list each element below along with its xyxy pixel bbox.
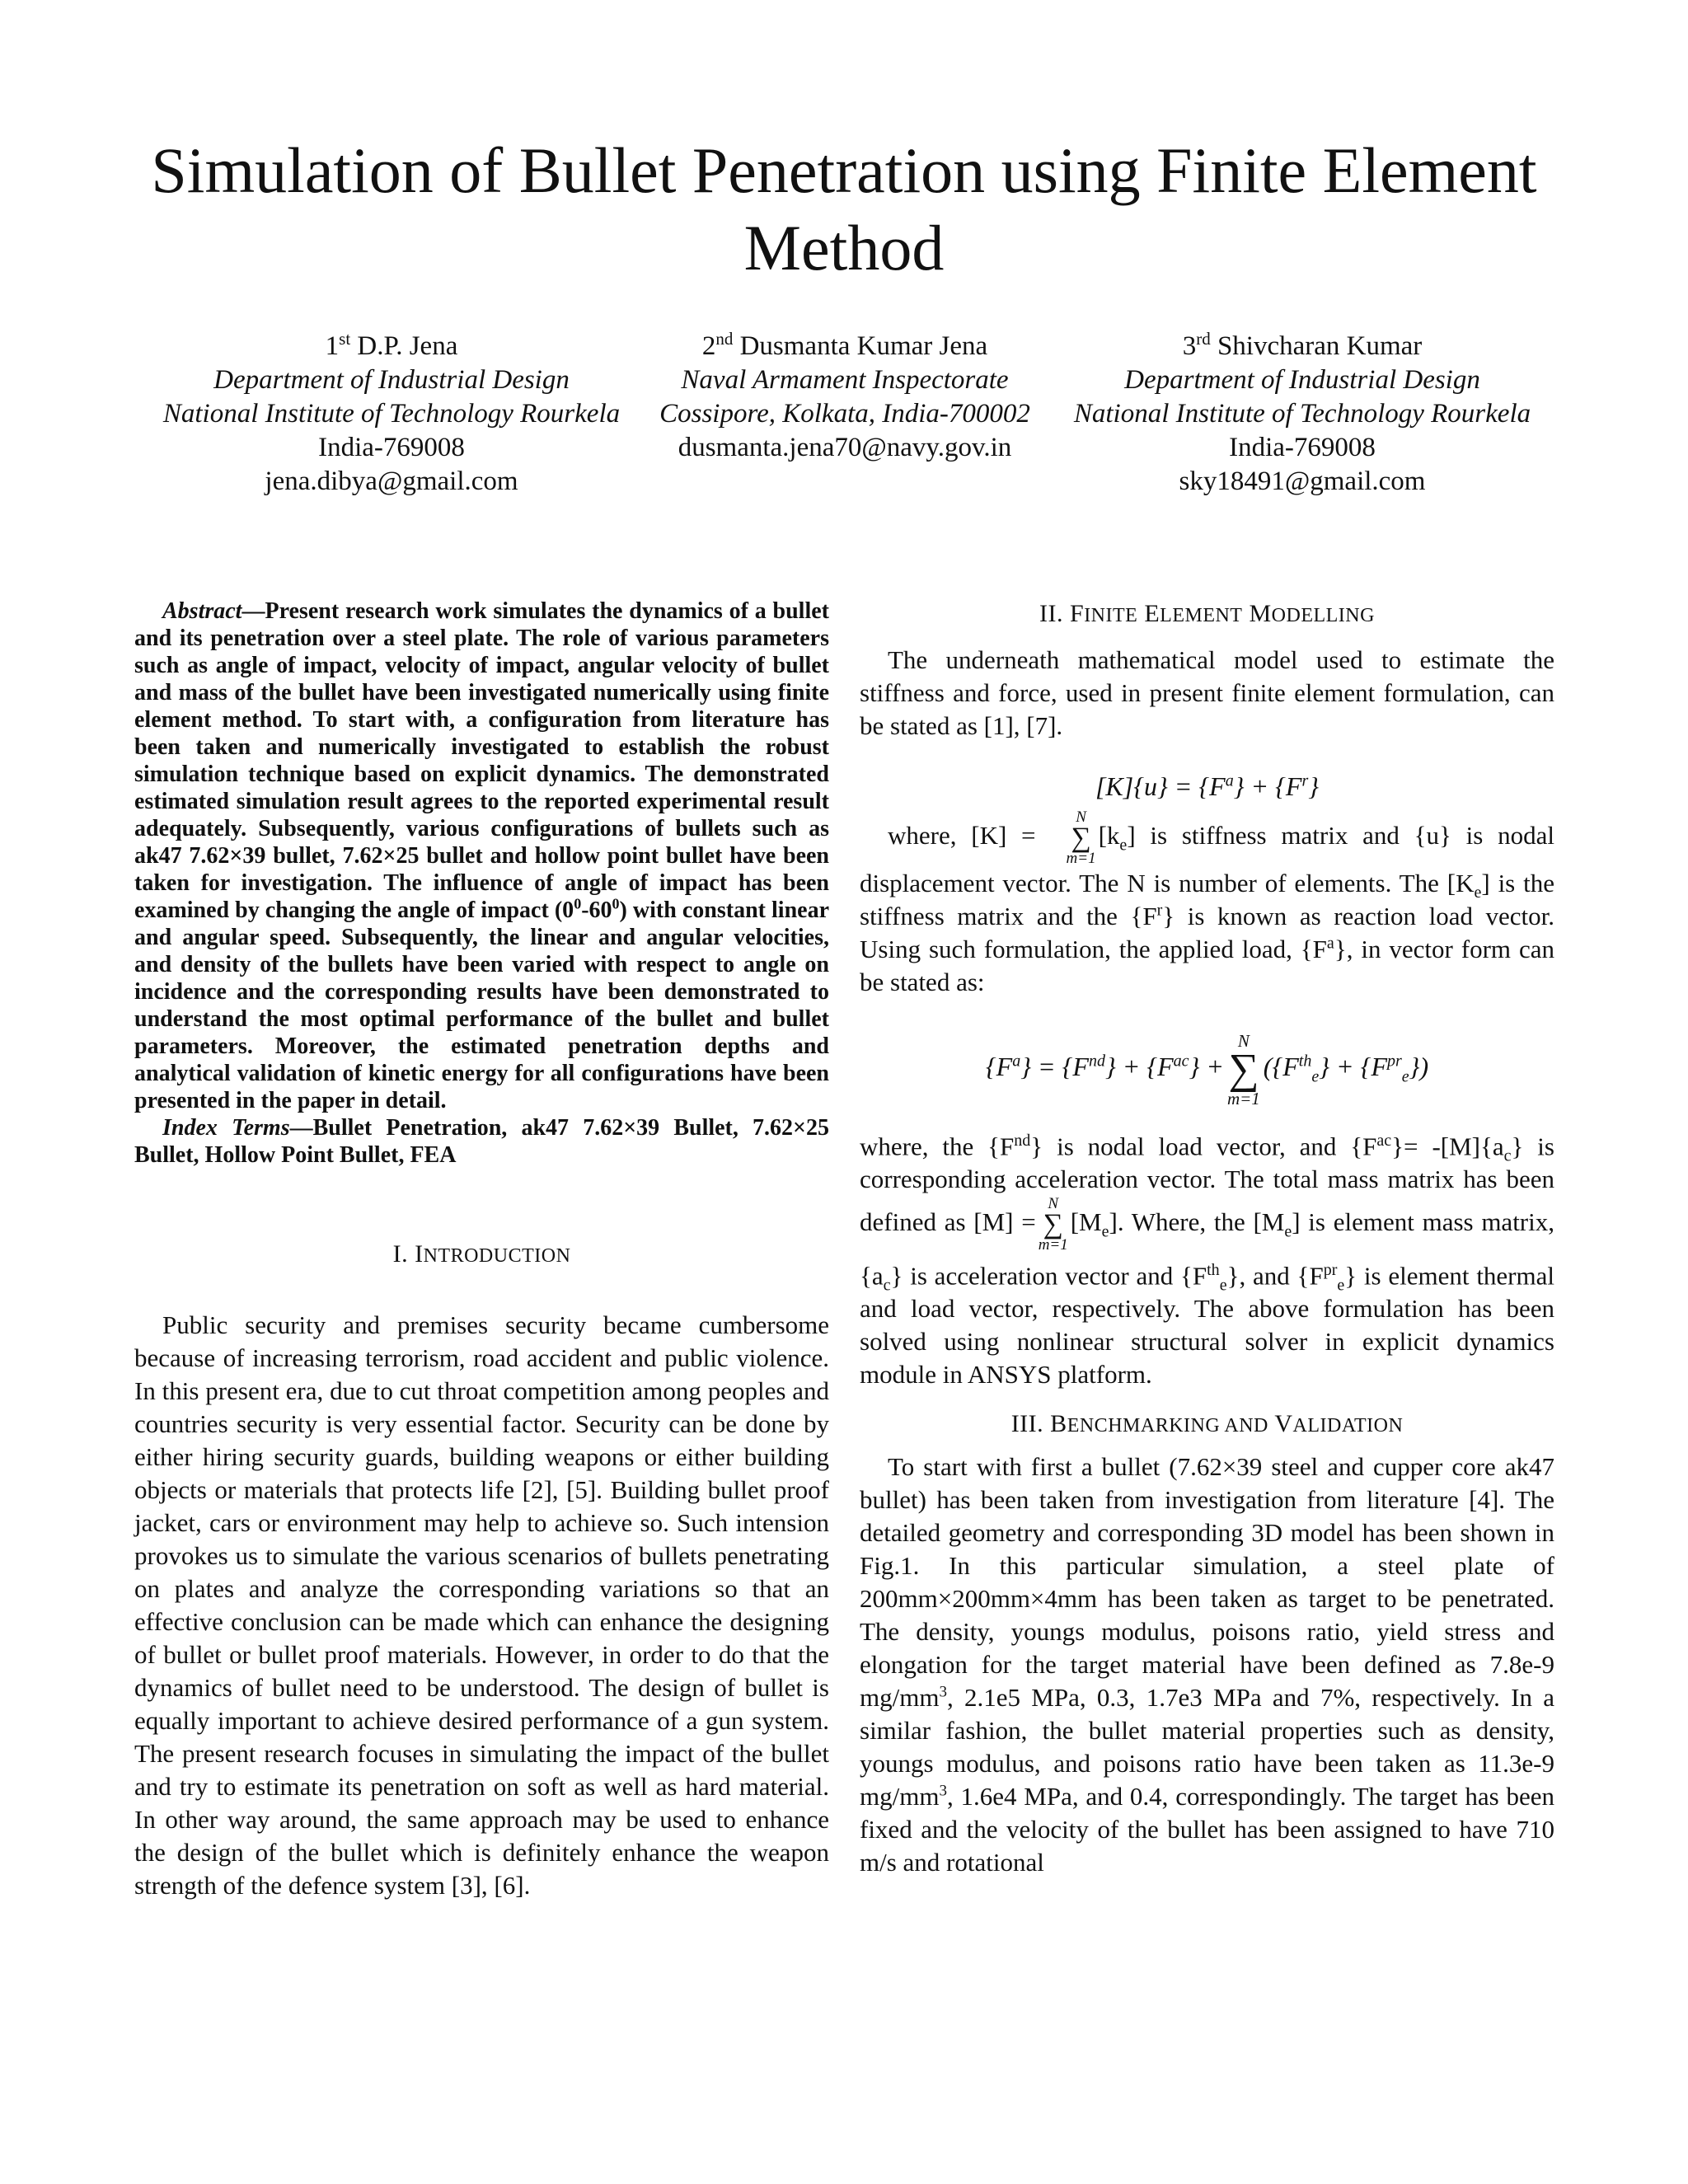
author-email: jena.dibya@gmail.com [265,466,518,496]
abstract: Abstract—Present research work simulates the dynamics of a bullet and its penetration over a steel plate. The role of various parameters such as angle of impact, velocity of impact, angular velocity of bullet and mass of the bullet have been investigated numerically using finite element method. To start with, a configuration from literature has been taken and numerically investigated to establish the robust simulation technique based on explicit dynamics. The demonstrated estimated simulation result agrees to the reported experimental result adequately. Subsequently, various configurations of bullets such as ak47 7.62×39 bullet, 7.62×25 bullet and hollow point bullet have been taken for investigation. The influence of angle of impact has been examined by changing the angle of impact $(0^0-60^0)$ with constant linear and angular speed. Subsequently, the linear and angular velocities, and density of the bullets have been varied with respect to angle on incidence and the corresponding results have been demonstrated to understand the most optimal performance of the bullet and bullet parameters. Moreover, the estimated penetration depths and analytical validation of kinetic energy for all configurations have been presented in the paper in detail. [134,598,830,1113]
fem-paragraph-1: The underneath mathematical model used to estimate the stiffness and force, used in present finite element formulation, can be stated as [1], [7]. [860,645,1554,740]
fem-paragraph-2: where, [K] = N ∑ m=1 $[k_e]$ is stiffness matrix and {u} is nodal displacement vector. The N is number of elements. The $[K_e]$ is the stiffness matrix and the $\{F^r\}$ is known as reaction load vector. Using such formulation, the applied load, $\{F^a\}$, in vector form can be stated as: [860,808,1554,996]
summation-symbol: N ∑ m=1 [1066,808,1096,867]
author-block-2 [647,330,1043,465]
summation-symbol: N ∑ m=1 [1226,1030,1260,1108]
author-department: Naval Armament Inspectorate [681,365,1009,395]
section-heading-benchmarking: III. BENCHMARKING AND VALIDATION [1010,1410,1404,1438]
index-terms: Index Terms—Bullet Penetration, ak47 7.62×39 Bullet, 7.62×25 Bullet, Hollow Point Bullet, FEA [134,1115,830,1168]
author-place: India-769008 [318,433,465,462]
author-name: 3rd Shivcharan Kumar [1182,329,1423,361]
introduction-paragraph: Public security and premises security became cumbersome because of increasing terrorism, road accident and public violence. In this present era, due to cut throat competition among peoples and countries security is very essential factor. Security can be done by either hiring security guards, building weapons or either building objects or materials that protects life [2], [5]. Building bullet proof jacket, cars or environment may help to achieve so. Such intension provokes us to simulate the various scenarios of bullets penetrating on plates and analyze the corresponding variations so that an effective conclusion can be made which can enhance the designing of bullet or bullet proof materials. However, in order to do that the dynamics of bullet need to be understood. The design of bullet is equally important to achieve desired performance of a gun system. The present research focuses in simulating the impact of the bullet and try to estimate its penetration on soft as well as hard material. In other way around, the same approach may be used to enhance the design of the bullet which is definitely enhance the weapon strength of the defence system [3], [6]. [134,1310,829,1900]
section-heading-introduction: I. INTRODUCTION [392,1240,571,1268]
author-name: 2nd Dusmanta Kumar Jena [701,329,988,361]
benchmarking-paragraph: To start with first a bullet (7.62×39 steel and cupper core ak47 bullet) has been taken from investigation from literature [4]. The detailed geometry and corresponding 3D model has been shown in Fig.1. In this particular simulation, a steel plate of 200mm×200mm×4mm has been taken as target to be penetrated. The density, youngs modulus, poisons ratio, yield stress and elongation for the target material have been defined as 7.8e-9 $mg/mm^3$, 2.1e5 MPa, 0.3, 1.7e3 MPa and 7%, respectively. In a similar fashion, the bullet material properties such as density, youngs modulus, and poisons ratio have been taken as 11.3e-9 $mg/mm^3$, 1.6e4 MPa, and 0.4, correspondingly. The target has been fixed and the velocity of the bullet has been assigned to have 710 m/s and rotational [860,1452,1554,1877]
author-institute: Cossipore, Kolkata, India-700002 [659,399,1030,429]
author-block-1 [152,330,631,499]
fem-paragraph-3: where, the $\{F^{nd}\}$ is nodal load vector, and $\{F^{ac}\}= -[M]\{a_c\}$ is corresponding acceleration vector. The total mass matrix has been defined as [M] = N ∑ m=1 $[M_e]$. Where, the $[M_e]$ is element mass matrix, $\{a_c\}$ is acceleration vector and $\{F^{th}_e\}$, and $\{F^{pr}_e\}$ is element thermal and load vector, respectively. The above formulation has been solved using nonlinear structural solver in explicit dynamics module in ANSYS platform. [860,1131,1554,1390]
right-column [860,598,1554,1879]
author-institute: National Institute of Technology Rourkela [162,399,621,429]
author-email: dusmanta.jena70@navy.gov.in [678,433,1012,462]
author-name: 1st D.P. Jena [325,329,458,361]
summation-symbol: N ∑ m=1 [1038,1194,1068,1254]
author-department: Department of Industrial Design [1124,365,1480,395]
author-department: Department of Industrial Design [213,365,570,395]
author-place: India-769008 [1229,433,1376,462]
left-column [134,598,829,1902]
section-heading-fem: II. FINITE ELEMENT MODELLING [1039,600,1375,627]
equation-2: $\{F^a\} = \{F^{nd}\} + \{F^{ac}\}$ + N ∑ m=1 $(\{F^{th}_e\} + \{F^{pr}_e\})$ [985,1030,1429,1108]
paper-title: Simulation of Bullet Penetration using Finite Element Method [151,134,1537,284]
author-institute: National Institute of Technology Rourkela [1073,399,1531,429]
author-block-3 [1055,330,1550,499]
author-email: sky18491@gmail.com [1179,466,1426,496]
equation-1: $[K]\{u\} = \{F^a\} + \{F^r\}$ [1095,771,1320,801]
